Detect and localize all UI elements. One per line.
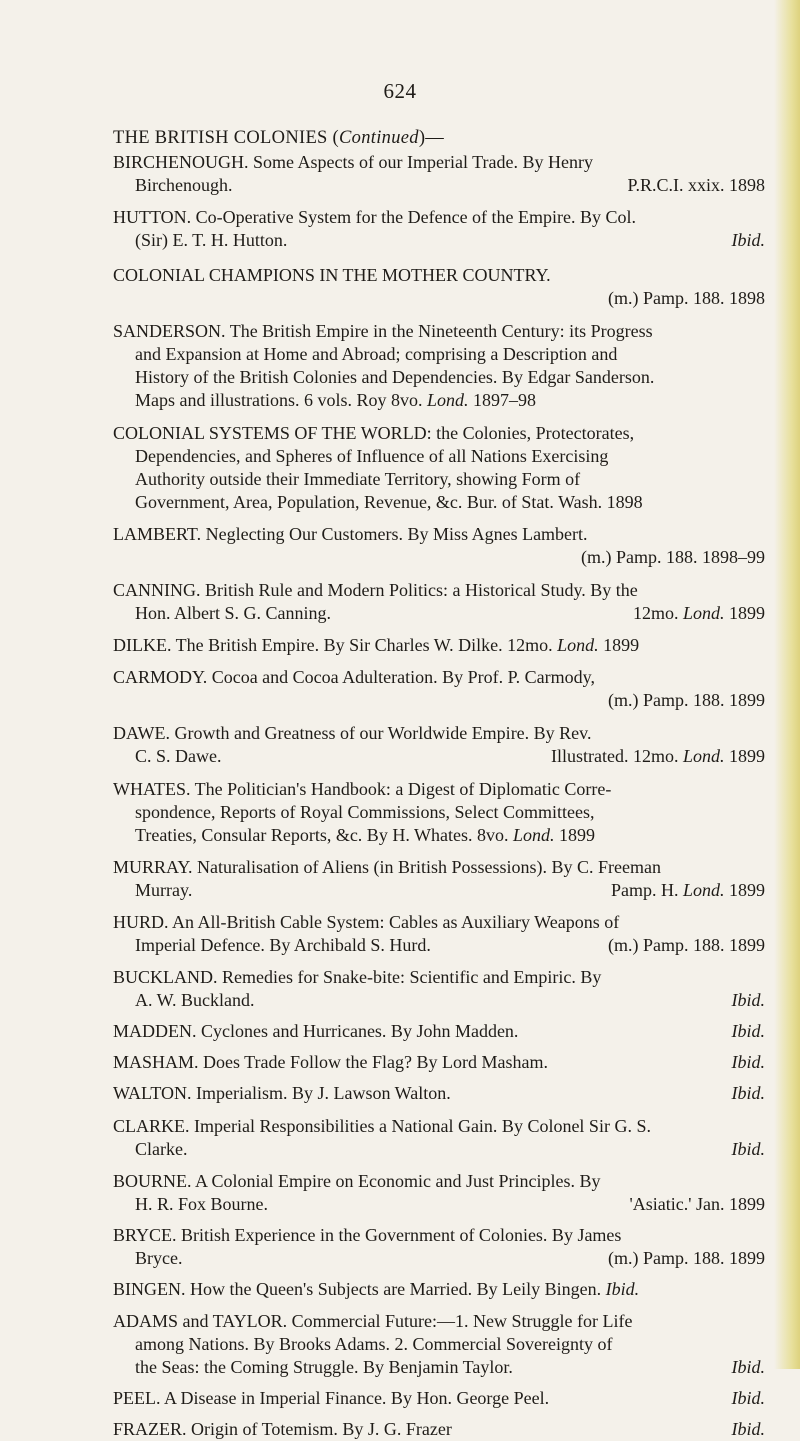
bibliography-entry <box>113 264 765 310</box>
entry-line <box>113 1310 765 1333</box>
entry-citation: (m.) Pamp. 188. 1899 <box>608 690 765 710</box>
entry-line <box>113 206 765 229</box>
entry-line <box>113 1193 765 1216</box>
entry-text: COLONIAL SYSTEMS OF THE WORLD: the Colonies, Protectorates, <box>113 423 635 443</box>
entry-citation: Pamp. H. Lond. 1899 <box>610 880 765 900</box>
entry-citation: Ibid. <box>731 1021 765 1041</box>
entry-line <box>113 1247 765 1270</box>
entry-line <box>113 1224 765 1247</box>
entry-text: CLARKE. Imperial Responsibilities a National Gain. By Colonel Sir G. S. <box>113 1116 651 1136</box>
entry-citation: (m.) Pamp. 188. 1899 <box>608 935 765 955</box>
entry-text: spondence, Reports of Royal Commissions, Select Committees, <box>135 802 595 822</box>
entry-text: CANNING. British Rule and Modern Politics: a Historical Study. By the <box>113 580 638 600</box>
entry-text: WHATES. The Politician's Handbook: a Digest of Diplomatic Corre- <box>113 779 612 799</box>
heading-end: )— <box>418 128 445 148</box>
entry-line <box>113 1387 765 1410</box>
entry-text: Treaties, Consular Reports, &c. By H. Whates. 8vo. Lond. 1899 <box>135 825 595 845</box>
entry-line <box>113 1082 765 1105</box>
entry-text: C. S. Dawe. <box>135 746 222 766</box>
entry-text: CARMODY. Cocoa and Cocoa Adulteration. By Prof. P. Carmody, <box>113 667 595 687</box>
bibliography-entry <box>113 1387 765 1410</box>
entry-line <box>113 745 765 768</box>
entry-text: MADDEN. Cyclones and Hurricanes. By John Madden. <box>113 1021 519 1041</box>
entry-citation: 'Asiatic.' Jan. 1899 <box>629 1194 765 1214</box>
entry-text: MASHAM. Does Trade Follow the Flag? By Lord Masham. <box>113 1052 548 1072</box>
entry-line <box>113 934 765 957</box>
entry-line <box>113 989 765 1012</box>
entry-text: Murray. <box>135 880 193 900</box>
entry-line <box>113 229 765 252</box>
heading-main: THE BRITISH COLONIES ( <box>113 128 340 148</box>
entry-text: COLONIAL CHAMPIONS IN THE MOTHER COUNTRY. <box>113 265 551 285</box>
entry-line <box>113 602 765 625</box>
entry-line <box>113 1170 765 1193</box>
bibliography-entry <box>113 1170 765 1216</box>
entry-line <box>113 523 765 546</box>
entry-line <box>113 1115 765 1138</box>
entry-citation: Ibid. <box>731 1357 765 1377</box>
entry-line <box>113 966 765 989</box>
bibliography-entry <box>113 1082 765 1105</box>
entry-line <box>113 491 765 514</box>
bibliography-entry <box>113 579 765 625</box>
entry-text: HUTTON. Co-Operative System for the Defence of the Empire. By Col. <box>113 207 637 227</box>
entry-line <box>113 389 765 412</box>
entry-line <box>113 1333 765 1356</box>
entry-text: History of the British Colonies and Dependencies. By Edgar Sanderson. <box>135 367 655 387</box>
entry-text: A. W. Buckland. <box>135 990 255 1010</box>
entry-text: Authority outside their Immediate Territory, showing Form of <box>135 469 581 489</box>
bibliography-entry <box>113 422 765 514</box>
entry-citation: Ibid. <box>731 1419 765 1439</box>
entry-text: BINGEN. How the Queen's Subjects are Married. By Leily Bingen. Ibid. <box>113 1279 640 1299</box>
entry-text: Bryce. <box>135 1248 183 1268</box>
bibliography-entry <box>113 856 765 902</box>
entry-citation: (m.) Pamp. 188. 1899 <box>608 1248 765 1268</box>
entry-text: BOURNE. A Colonial Empire on Economic and Just Principles. By <box>113 1171 601 1191</box>
bibliography-entry <box>113 1020 765 1043</box>
entry-line <box>113 1356 765 1379</box>
entry-line <box>113 151 765 174</box>
bibliography-entry <box>113 778 765 847</box>
entry-line <box>113 468 765 491</box>
entry-text: Imperial Defence. By Archibald S. Hurd. <box>135 935 431 955</box>
entry-line <box>113 856 765 879</box>
entry-line <box>113 722 765 745</box>
entry-text: Maps and illustrations. 6 vols. Roy 8vo. Lond. 1897–98 <box>135 390 537 410</box>
entry-line <box>113 689 765 712</box>
bibliography-entry <box>113 666 765 712</box>
entry-line <box>113 546 765 569</box>
bibliography-entry <box>113 1115 765 1161</box>
entry-line <box>113 1418 765 1441</box>
bibliography-entry <box>113 1224 765 1270</box>
entry-citation: (m.) Pamp. 188. 1898 <box>608 288 765 308</box>
entry-line <box>113 445 765 468</box>
entry-line <box>113 264 765 287</box>
bibliography-entry <box>113 1418 765 1441</box>
entry-line <box>113 1020 765 1043</box>
entry-citation: (m.) Pamp. 188. 1898–99 <box>581 547 765 567</box>
entry-line <box>113 666 765 689</box>
entry-text: Birchenough. <box>135 175 233 195</box>
entry-text: BIRCHENOUGH. Some Aspects of our Imperial Trade. By Henry <box>113 152 593 172</box>
entry-text: H. R. Fox Bourne. <box>135 1194 269 1214</box>
bibliography-entry <box>113 911 765 957</box>
entry-line <box>113 879 765 902</box>
entry-text: FRAZER. Origin of Totemism. By J. G. Frazer <box>113 1419 452 1439</box>
entry-text: LAMBERT. Neglecting Our Customers. By Miss Agnes Lambert. <box>113 524 588 544</box>
entry-citation: P.R.C.I. xxix. 1898 <box>627 175 765 195</box>
entry-text: the Seas: the Coming Struggle. By Benjamin Taylor. <box>135 1357 513 1377</box>
entry-text: PEEL. A Disease in Imperial Finance. By Hon. George Peel. <box>113 1388 550 1408</box>
entry-line <box>113 1278 765 1301</box>
entry-citation: 12mo. Lond. 1899 <box>632 603 765 623</box>
entry-citation: Ibid. <box>731 1083 765 1103</box>
entry-line <box>113 320 765 343</box>
entry-text: Government, Area, Population, Revenue, &c. Bur. of Stat. Wash. 1898 <box>135 492 643 512</box>
bibliography-entry <box>113 634 765 657</box>
bibliography-entry <box>113 722 765 768</box>
section-heading <box>113 128 444 149</box>
heading-continued: Continued <box>339 128 419 148</box>
entry-line <box>113 911 765 934</box>
entry-text: Clarke. <box>135 1139 188 1159</box>
entry-line <box>113 778 765 801</box>
entry-line <box>113 634 765 657</box>
entry-line <box>113 287 765 310</box>
entry-citation: Illustrated. 12mo. Lond. 1899 <box>551 746 765 766</box>
entry-text: among Nations. By Brooks Adams. 2. Commercial Sovereignty of <box>135 1334 613 1354</box>
entry-text: WALTON. Imperialism. By J. Lawson Walton. <box>113 1083 451 1103</box>
bibliography-entry <box>113 1278 765 1301</box>
entry-text: ADAMS and TAYLOR. Commercial Future:—1. New Struggle for Life <box>113 1311 633 1331</box>
entry-line <box>113 1138 765 1161</box>
entry-text: SANDERSON. The British Empire in the Nineteenth Century: its Progress <box>113 321 653 341</box>
entry-text: HURD. An All-British Cable System: Cables as Auxiliary Weapons of <box>113 912 620 932</box>
bibliography-entry <box>113 151 765 197</box>
entry-line <box>113 366 765 389</box>
bibliography-list <box>113 151 765 1441</box>
bibliography-entry <box>113 966 765 1012</box>
entry-text: DAWE. Growth and Greatness of our Worldwide Empire. By Rev. <box>113 723 592 743</box>
entry-citation: Ibid. <box>731 1139 765 1159</box>
entry-line <box>113 579 765 602</box>
entry-text: MURRAY. Naturalisation of Aliens (in British Possessions). By C. Freeman <box>113 857 662 877</box>
entry-line <box>113 1051 765 1074</box>
entry-citation: Ibid. <box>731 1388 765 1408</box>
entry-citation: Ibid. <box>731 1052 765 1072</box>
bibliography-entry <box>113 1051 765 1074</box>
entry-text: BUCKLAND. Remedies for Snake-bite: Scientific and Empiric. By <box>113 967 602 987</box>
bibliography-entry <box>113 206 765 252</box>
entry-line <box>113 343 765 366</box>
entry-text: and Expansion at Home and Abroad; comprising a Description and <box>135 344 618 364</box>
entry-line <box>113 174 765 197</box>
entry-text: BRYCE. British Experience in the Government of Colonies. By James <box>113 1225 622 1245</box>
entry-text: Dependencies, and Spheres of Influence of all Nations Exercising <box>135 446 609 466</box>
page-number: 624 <box>383 79 417 103</box>
entry-citation: Ibid. <box>731 230 765 250</box>
entry-line <box>113 824 765 847</box>
page-edge-shading <box>774 0 800 1369</box>
entry-line <box>113 801 765 824</box>
entry-text: DILKE. The British Empire. By Sir Charles W. Dilke. 12mo. Lond. 1899 <box>113 635 640 655</box>
bibliography-entry <box>113 320 765 412</box>
entry-citation: Ibid. <box>731 990 765 1010</box>
bibliography-entry <box>113 523 765 569</box>
entry-text: (Sir) E. T. H. Hutton. <box>135 230 288 250</box>
entry-line <box>113 422 765 445</box>
entry-text: Hon. Albert S. G. Canning. <box>135 603 331 623</box>
